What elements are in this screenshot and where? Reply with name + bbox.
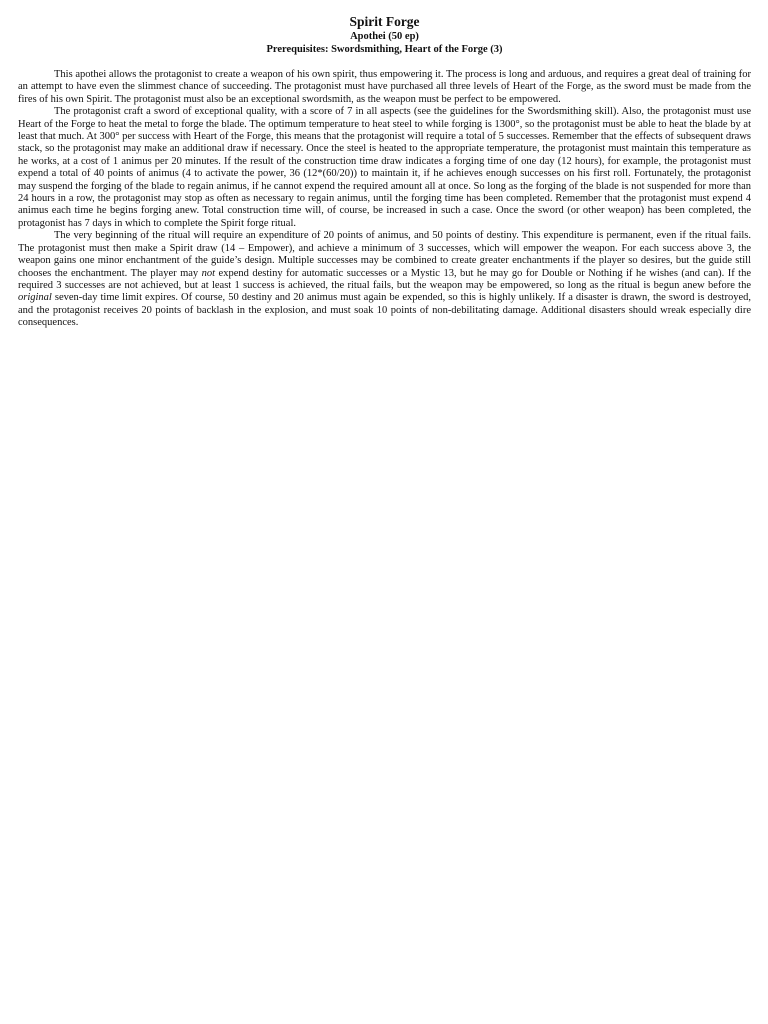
document-page <box>18 14 751 330</box>
paragraph-ritual <box>18 230 751 329</box>
paragraph-forging: The protagonist craft a sword of exceptional quality, with a score of 7 in all aspects (see the guidelines for the Swordsmithing skill). Also, the protagonist must use Heart of the Forge to heat the metal to forge the blade. The optimum temperature to heat steel to while forging is 1300°, so the protagonist must be able to heat the blade by at least that much. At 300° per success with Heart of the Forge, this means that the protagonist will require a total of 5 successes. Remember that the effects of subsequent draws stack, so the protagonist may make an additional draw if necessary. Once the steel is heated to the appropriate temperature, the protagonist must maintain this temperature as he works, at a cost of 1 animus per 20 minutes. If the result of the construction time draw indicates a forging time of one day (12 hours), for example, the protagonist must expend a total of 40 points of animus (4 to activate the power, 36 (12*(60/20)) to maintain it, if he achieves enough successes on his first roll. Fortunately, the protagonist may suspend the forging of the blade to regain animus, if he cannot expend the required amount all at once. So long as the forging of the blade is not suspended for more than 24 hours in a row, the protagonist may stop as often as necessary to regain animus, until the forging time has been completed. Remember that the protagonist must expend 4 animus each time he begins forging anew. Total construction time will, of course, be increased in such a case. Once the sword (or other weapon) has been completed, the protagonist has 7 days in which to complete the Spirit forge ritual. <box>18 106 751 229</box>
ritual-text-part-2: expend destiny for automatic successes or a Mystic 13, but he may go for Double or Nothing if he wishes (and can). If the required 3 successes are not achieved, but at least 1 success is achieved, the ritual fails, but the weapon may be empowered, so long as the ritual is begun anew before the <box>18 267 751 291</box>
paragraph-intro: This apothei allows the protagonist to create a weapon of his own spirit, thus empowering it. The process is long and arduous, and requires a great deal of training for an attempt to have even the slimmest chance of succeeding. The protagonist must have purchased all three levels of Heart of the Forge, as the sword must be made from the fires of his own Spirit. The protagonist must also be an exceptional swordsmith, as the weapon must be perfect to be empowered. <box>18 69 751 105</box>
ritual-text-part-1: The very beginning of the ritual will require an expenditure of 20 points of animus, and 50 points of destiny. This expenditure is permanent, even if the ritual fails. The protagonist must then make a Spirit draw (14 – Empower), and achieve a minimum of 3 successes, which will empower the weapon. For each success above 3, the weapon gains one minor enchantment of the guide’s design. Multiple successes may be combined to create greater enchantments if the player so desires, but the guide still chooses the enchantment. The player may <box>18 230 751 279</box>
prerequisites-line: Prerequisites: Swordsmithing, Heart of the Forge (3) <box>266 44 503 55</box>
body-text <box>18 69 751 330</box>
page-title: Spirit Forge <box>349 14 420 29</box>
emphasis-not: not <box>201 267 216 279</box>
emphasis-original: original <box>18 292 52 304</box>
ritual-text-part-3: seven-day time limit expires. Of course, 50 destiny and 20 animus must again be expended, so this is highly unlikely. If a disaster is drawn, the sword is destroyed, and the protagonist receives 20 points of backlash in the explosion, and must soak 10 points of non-debilitating damage. Additional disasters should wreak especially dire consequences. <box>18 292 751 329</box>
cost-line: Apothei (50 ep) <box>350 31 419 42</box>
